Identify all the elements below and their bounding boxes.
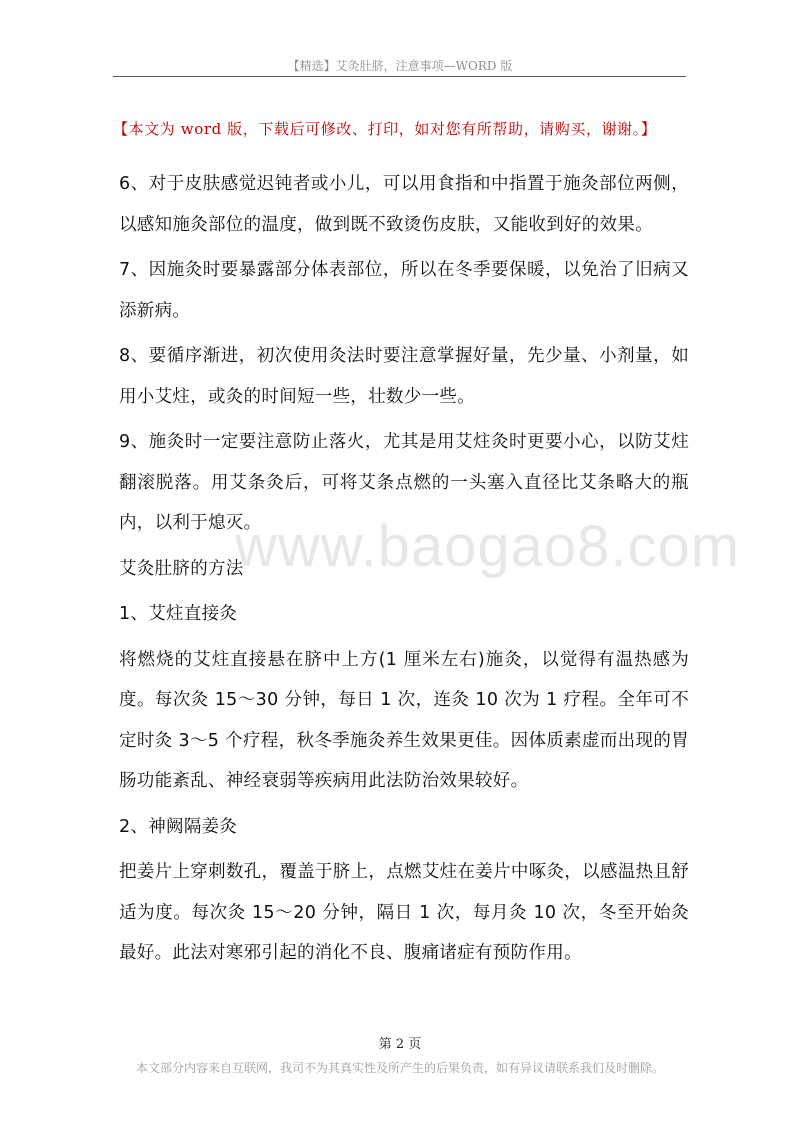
paragraph: 6、对于皮肤感觉迟钝者或小儿，可以用食指和中指置于施灸部位两侧，以感知施灸部位的温度，做到既不致烫伤皮肤，又能收到好的效果。 (119, 174, 689, 235)
paragraph: 7、因施灸时要暴露部分体表部位，所以在冬季要保暖，以免治了旧病又添新病。 (119, 260, 689, 321)
header-title: 【精选】艾灸肚脐，注意事项—WORD 版 (287, 59, 513, 73)
section-heading: 艾灸肚脐的方法 (119, 558, 244, 579)
page-number: 第 2 页 (378, 1037, 422, 1052)
watermark: www.baogao8.com (235, 514, 741, 579)
paragraph: 把姜片上穿刺数孔，覆盖于脐上，点燃艾炷在姜片中啄灸，以感温热且舒适为度。每次灸 15～20 分钟，隔日 1 次，每月灸 10 次，冬至开始灸最好。此法对寒邪引起的消化不良、腹痛诸症有预防作用。 (119, 862, 689, 963)
paragraph: 9、施灸时一定要注意防止落火，尤其是用艾炷灸时更要小心，以防艾炷翻滚脱落。用艾条灸后，可将艾条点燃的一头塞入直径比艾条略大的瓶内，以利于熄灭。 (119, 432, 689, 533)
subsection-heading: 1、艾炷直接灸 (119, 604, 238, 624)
header-divider (113, 76, 686, 77)
subsection-heading: 2、神阙隔姜灸 (119, 816, 238, 837)
paragraph: 8、要循序渐进，初次使用灸法时要注意掌握好量，先少量、小剂量，如用小艾炷，或灸的时间短一些，壮数少一些。 (119, 346, 689, 407)
footer-disclaimer: 本文部分内容来自互联网，我司不为其真实性及所产生的后果负责，如有异议请联系我们及时删除。 (135, 1061, 664, 1075)
download-notice: 【本文为 word 版，下载后可修改、打印，如对您有所帮助，请购买，谢谢。】 (113, 120, 657, 138)
paragraph: 将燃烧的艾炷直接悬在脐中上方(1 厘米左右)施灸，以觉得有温热感为度。每次灸 15～30 分钟，每日 1 次，连灸 10 次为 1 疗程。全年可不定时灸 3～5 个疗程，秋冬季施灸养生效果更佳。因体质素虚而出现的胃肠功能紊乱、神经衰弱等疾病用此法防治效果较好。 (119, 649, 689, 791)
